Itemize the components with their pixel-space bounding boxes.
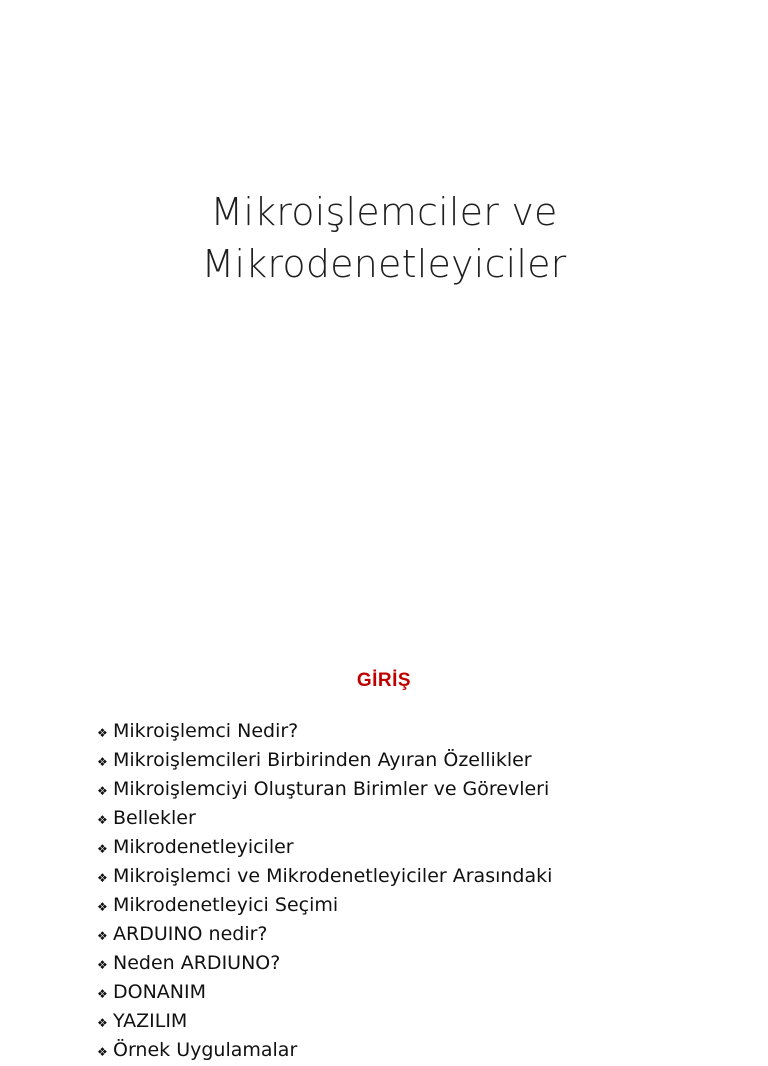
topic-list-item: [97, 1008, 552, 1037]
topic-list-item-label: Mikroişlemciyi Oluşturan Birimler ve Görevleri: [113, 778, 550, 800]
diamond-bullet-icon: ❖: [97, 987, 108, 1001]
topic-list-item-label: YAZILIM: [113, 1010, 188, 1032]
diamond-bullet-icon: ❖: [97, 900, 108, 914]
topic-list-item: [97, 892, 552, 921]
topic-list-item-label: DONANIM: [113, 981, 207, 1003]
topic-list-item: [97, 921, 552, 950]
section-heading: GİRİŞ: [356, 670, 412, 691]
topic-list: [97, 718, 552, 1066]
diamond-bullet-icon: ❖: [97, 929, 108, 943]
topic-list-item-label: ARDUINO nedir?: [113, 923, 268, 945]
slide-title-line-2: Mikrodenetleyiciler: [201, 242, 567, 286]
topic-list-item: [97, 979, 552, 1008]
topic-list-item: [97, 747, 552, 776]
topic-list-item: [97, 863, 552, 892]
diamond-bullet-icon: ❖: [97, 813, 108, 827]
topic-list-item-label: Mikroişlemci Nedir?: [113, 720, 299, 742]
diamond-bullet-icon: ❖: [97, 958, 108, 972]
topic-list-item-label: Neden ARDIUNO?: [113, 952, 281, 974]
topic-list-item: [97, 950, 552, 979]
topic-list-item: [97, 1037, 552, 1066]
slide-title: [0, 186, 768, 290]
topic-list-item: [97, 834, 552, 863]
diamond-bullet-icon: ❖: [97, 871, 108, 885]
topic-list-item-label: Mikrodenetleyici Seçimi: [113, 894, 339, 916]
diamond-bullet-icon: ❖: [97, 726, 108, 740]
topic-list-item: [97, 776, 552, 805]
diamond-bullet-icon: ❖: [97, 842, 108, 856]
slide-title-line-1: Mikroişlemciler ve: [210, 190, 558, 234]
topic-list-item-label: Mikroişlemcileri Birbirinden Ayıran Özellikler: [113, 749, 532, 771]
topic-list-item: [97, 718, 552, 747]
topic-list-item: [97, 805, 552, 834]
topic-list-item-label: Mikrodenetleyiciler: [113, 836, 294, 858]
diamond-bullet-icon: ❖: [97, 784, 108, 798]
diamond-bullet-icon: ❖: [97, 755, 108, 769]
topic-list-item-label: Örnek Uygulamalar: [113, 1039, 298, 1061]
diamond-bullet-icon: ❖: [97, 1045, 108, 1059]
diamond-bullet-icon: ❖: [97, 1016, 108, 1030]
topic-list-item-label: Bellekler: [113, 807, 196, 829]
topic-list-item-label: Mikroişlemci ve Mikrodenetleyiciler Arasındaki: [113, 865, 553, 887]
